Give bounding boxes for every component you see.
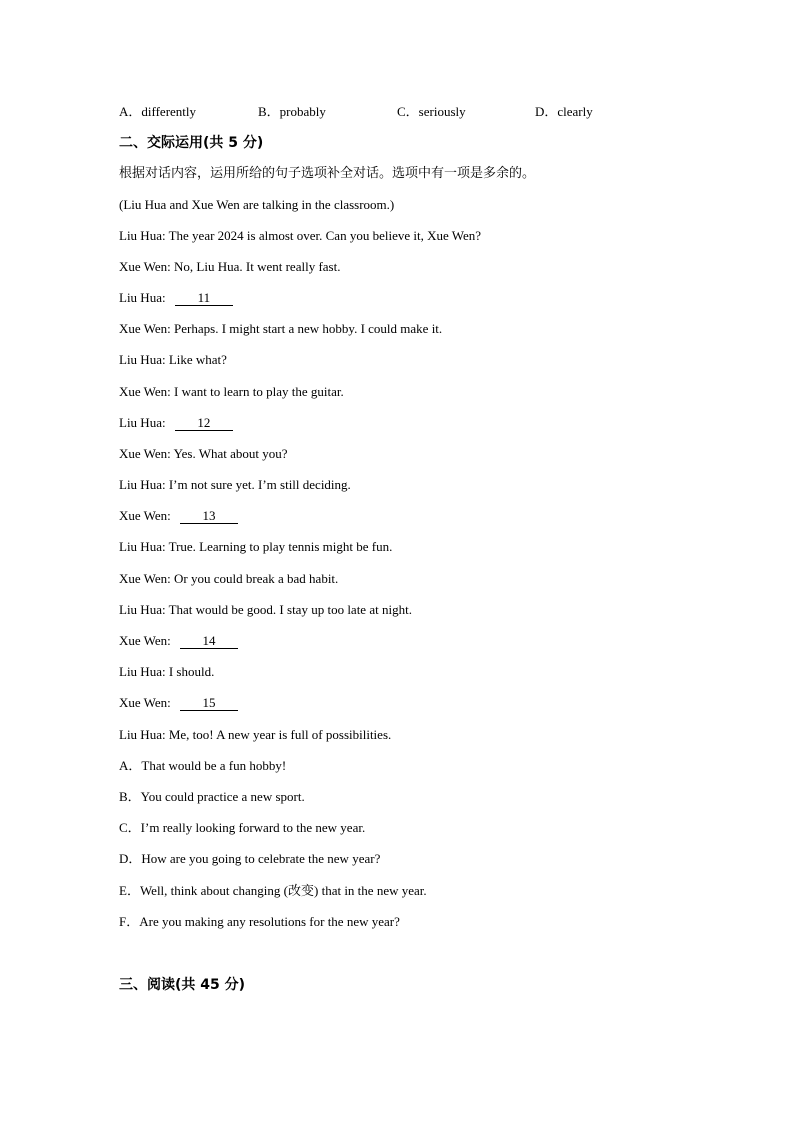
answer-blank-15[interactable]: 15 <box>180 696 238 711</box>
dialogue-line <box>119 290 233 306</box>
dialogue-line <box>119 727 391 743</box>
speaker: Liu Hua: <box>119 228 166 243</box>
dialogue-line <box>119 352 227 368</box>
dialogue-line <box>119 259 340 275</box>
choice-e: E．Well, think about changing (改变) that in the new year. <box>119 883 427 898</box>
utterance: That would be good. I stay up too late at night. <box>168 602 412 617</box>
dialogue-line <box>119 508 238 524</box>
answer-blank-12[interactable]: 12 <box>175 416 233 431</box>
speaker: Liu Hua: <box>119 290 166 305</box>
choice-d: D．How are you going to celebrate the new year? <box>119 851 381 866</box>
speaker: Xue Wen: <box>119 321 171 336</box>
speaker: Liu Hua: <box>119 602 166 617</box>
dialogue-line <box>119 415 233 431</box>
utterance: Or you could break a bad habit. <box>174 571 339 586</box>
dialogue-line <box>119 664 214 680</box>
dialogue-context: (Liu Hua and Xue Wen are talking in the classroom.) <box>119 197 395 212</box>
dialogue-line <box>119 228 481 244</box>
choice-f: F．Are you making any resolutions for the new year? <box>119 914 400 929</box>
speaker: Xue Wen: <box>119 384 171 399</box>
utterance: No, Liu Hua. It went really fast. <box>174 259 341 274</box>
utterance: True. Learning to play tennis might be fun. <box>168 539 393 554</box>
speaker: Xue Wen: <box>119 571 171 586</box>
dialogue-line <box>119 571 338 587</box>
speaker: Xue Wen: <box>119 508 171 523</box>
choice-a: A．That would be a fun hobby! <box>119 758 287 773</box>
utterance: I want to learn to play the guitar. <box>174 384 344 399</box>
dialogue-line <box>119 384 344 400</box>
utterance: Me, too! A new year is full of possibilities. <box>168 727 392 742</box>
speaker: Liu Hua: <box>119 539 166 554</box>
dialogue-line <box>119 321 442 337</box>
dialogue-line <box>119 695 238 711</box>
answer-blank-14[interactable]: 14 <box>180 634 238 649</box>
dialogue-line <box>119 539 392 555</box>
speaker: Xue Wen: <box>119 633 171 648</box>
section-2-instruction: 根据对话内容，运用所给的句子选项补全对话。选项中有一项是多余的。 <box>119 166 536 181</box>
choice-c: C．I’m really looking forward to the new year. <box>119 820 366 835</box>
speaker: Liu Hua: <box>119 415 166 430</box>
speaker: Xue Wen: <box>119 695 171 710</box>
dialogue-line <box>119 477 351 493</box>
utterance: Like what? <box>168 352 227 367</box>
prev-option-a: A．differently <box>119 104 197 119</box>
speaker: Xue Wen: <box>119 259 171 274</box>
utterance: Perhaps. I might start a new hobby. I could make it. <box>174 321 443 336</box>
prev-option-b: B．probably <box>258 104 326 119</box>
speaker: Liu Hua: <box>119 727 166 742</box>
answer-blank-13[interactable]: 13 <box>180 509 238 524</box>
dialogue-line <box>119 633 238 649</box>
dialogue-line <box>119 602 412 618</box>
section-3-heading: 三、阅读(共 45 分) <box>119 977 246 993</box>
prev-option-d: D．clearly <box>535 104 593 119</box>
utterance: I’m not sure yet. I’m still deciding. <box>168 477 351 492</box>
utterance: Yes. What about you? <box>173 446 288 461</box>
speaker: Liu Hua: <box>119 477 166 492</box>
utterance: I should. <box>168 664 215 679</box>
choice-b: B．You could practice a new sport. <box>119 789 305 804</box>
section-2-heading: 二、交际运用(共 5 分) <box>119 135 264 151</box>
speaker: Liu Hua: <box>119 352 166 367</box>
prev-option-c: C．seriously <box>397 104 466 119</box>
utterance: The year 2024 is almost over. Can you believe it, Xue Wen? <box>168 228 482 243</box>
speaker: Liu Hua: <box>119 664 166 679</box>
dialogue-line <box>119 446 288 462</box>
speaker: Xue Wen: <box>119 446 171 461</box>
answer-blank-11[interactable]: 11 <box>175 291 233 306</box>
